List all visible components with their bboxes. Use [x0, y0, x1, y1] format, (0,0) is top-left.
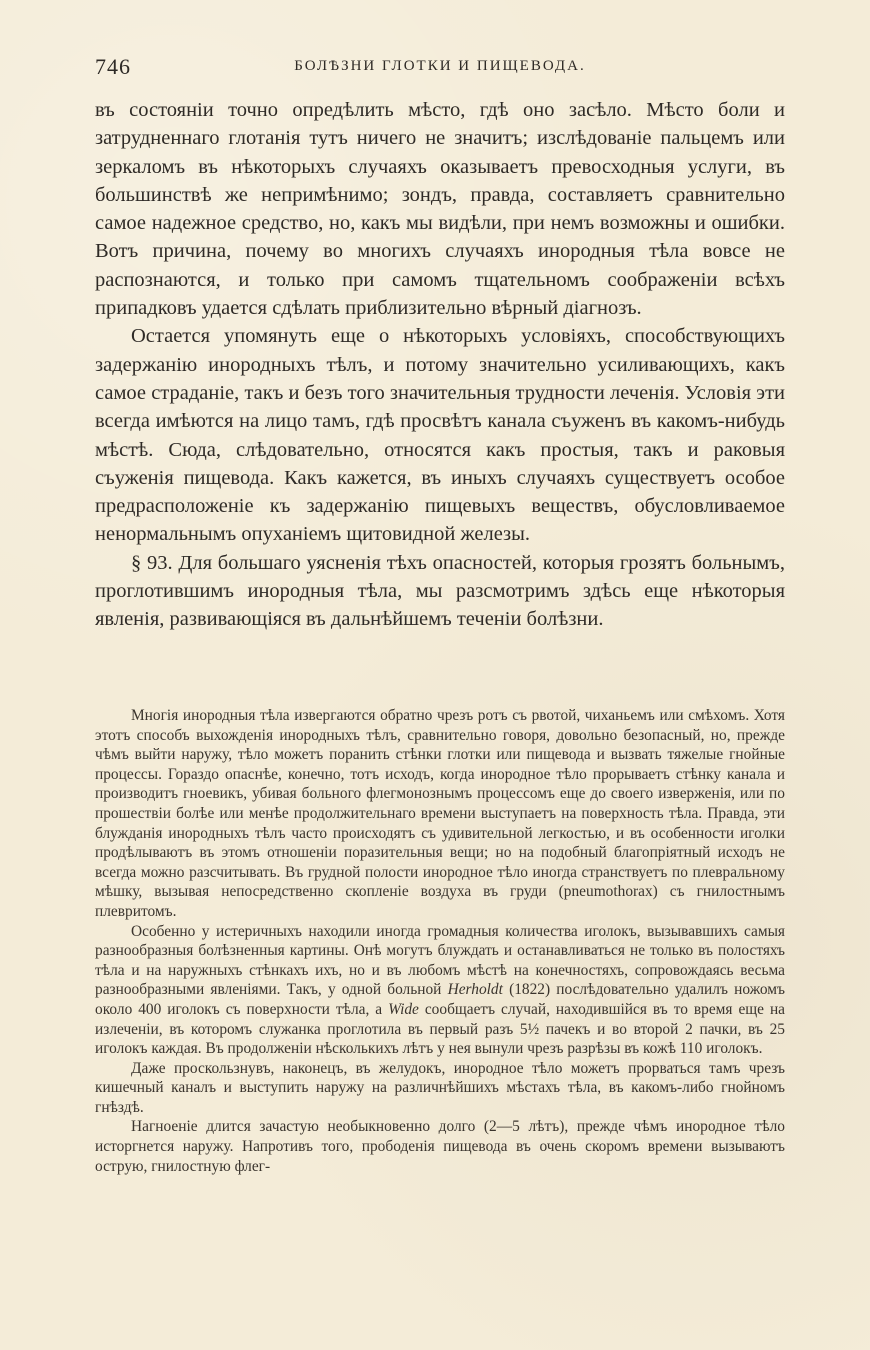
running-head: БОЛѢЗНИ ГЛОТКИ И ПИЩЕВОДА. — [294, 58, 586, 74]
page-header — [95, 54, 785, 84]
page-number: 746 — [95, 54, 131, 79]
fine-print-paragraph-2-part-3: сообщаетъ случай, находившiйся въ то время еще на излеченiи, въ которомъ служанка проглотила въ первый разъ 5½ пачекъ и во второй 2 пачки, въ 25 иголокъ каждая. Въ продолженiи нѣсколькихъ лѣтъ у нея вынули чрезъ разрѣзы въ кожѣ 110 иголокъ. — [95, 1000, 786, 1058]
main-paragraph-2: Остается упомянуть еще о нѣкоторыхъ условiяхъ, способствующихъ задержанiю инородныхъ тѣлъ, и потому значительно усиливающихъ, какъ самое страданiе, такъ и безъ того значительныя трудности леченiя. Условiя эти всегда имѣются на лицо тамъ, гдѣ просвѣтъ канала съуженъ въ какомъ-нибудь мѣстѣ. Сюда, слѣдовательно, относятся какъ простыя, такъ и раковыя съуженiя пищевода. Какъ кажется, въ иныхъ случаяхъ существуетъ особое предрасположенiе къ задержанiю пищевыхъ веществъ, обусловливаемое ненормальнымъ опуханiемъ щитовидной железы. — [95, 325, 785, 546]
main-paragraph-3: § 93. Для большаго уясненiя тѣхъ опасностей, которыя грозятъ больнымъ, проглотившимъ инородныя тѣла, мы разсмотримъ здѣсь еще нѣкоторыя явленiя, развивающiяся въ дальнѣйшемъ теченiи болѣзни. — [95, 551, 785, 631]
main-text — [95, 96, 785, 634]
fine-print-paragraph-2-part-2: (1822) послѣдовательно удалилъ ножомъ около 400 иголокъ съ поверхности тѣла, а — [95, 981, 785, 1018]
main-paragraph-1: въ состоянiи точно опредѣлить мѣсто, гдѣ оно засѣло. Мѣсто боли и затрудненнаго глотанiя тутъ ничего не значитъ; изслѣдованiе пальцемъ или зеркаломъ въ нѣкоторыхъ случаяхъ оказываетъ превосходныя услуги, въ большинствѣ же непримѣнимо; зондъ, правда, составляетъ сравнительно самое надежное средство, но, какъ мы видѣли, при немъ возможны и ошибки. Вотъ причина, почему во многихъ случаяхъ инородныя тѣла вовсе не распознаются, и только при самомъ тщательномъ соображенiи всѣхъ припадковъ удается сдѣлать приблизительно вѣрный дiагнозъ. — [95, 99, 785, 320]
fine-print-paragraph-1: Многiя инородныя тѣла извергаются обратно чрезъ ротъ съ рвотой, чиханьемъ или смѣхомъ. Хотя этотъ способъ выхожденiя инородныхъ тѣлъ, сравнительно говоря, довольно безопасный, но, прежде чѣмъ выйти наружу, тѣло можетъ поранить стѣнки глотки или пищевода и вызвать тяжелые гнойные процессы. Гораздо опаснѣе, конечно, тотъ исходъ, когда инородное тѣло прорываетъ стѣнку канала и производитъ гноевикъ, убивая больного флегмонознымъ процессомъ еще до своего изверженiя, или по прошествiи болѣе или менѣе продолжительнаго времени выступаетъ на поверхность тѣла. Правда, эти блужданiя инородныхъ тѣлъ часто происходятъ съ удивительной легкостью, и въ особенности иголки продѣлываютъ въ этомъ отношенiи поразительныя вещи; но на подобный благопрiятный исходъ не всегда можно разсчитывать. Въ грудной полости инородное тѣло иногда странствуетъ по плевральному мѣшку, вызывая непосредственно скопленiе воздуха въ груди (pneumothorax) съ гнилостнымъ плевритомъ. — [95, 707, 785, 920]
fine-print-paragraph-3: Даже проскользнувъ, наконецъ, въ желудокъ, инородное тѣло можетъ прорваться тамъ чрезъ кишечный каналъ и выступить наружу на различнѣйшихъ мѣстахъ тѣла, въ какомъ-либо гнойномъ гнѣздѣ. — [95, 1059, 785, 1116]
author-herholdt: Herholdt — [447, 981, 503, 999]
fine-print-paragraph-4: Нагноенiе длится зачастую необыкновенно долго (2—5 лѣтъ), прежде чѣмъ инородное тѣло исторгнется наружу. Напротивъ того, прободенiя пищевода въ очень скоромъ времени вызываютъ острую, гнилостную флег- — [95, 1118, 785, 1175]
fine-print-section — [95, 706, 785, 1176]
author-wide: Wide — [388, 1000, 419, 1018]
fine-print-paragraph-2 — [95, 922, 785, 1059]
fine-print-paragraph-2-part-1: Особенно у истеричныхъ находили иногда громадныя количества иголокъ, вызывавшихъ самыя разнообразныя болѣзненныя картины. Онѣ могутъ блуждать и останавливаться не только въ полостяхъ тѣла и на наружныхъ стѣнкахъ ихъ, но и въ любомъ мѣстѣ на конечностяхъ, сопровождаясь весьма разнообразными явленiями. Такъ, у одной больной — [95, 922, 785, 999]
